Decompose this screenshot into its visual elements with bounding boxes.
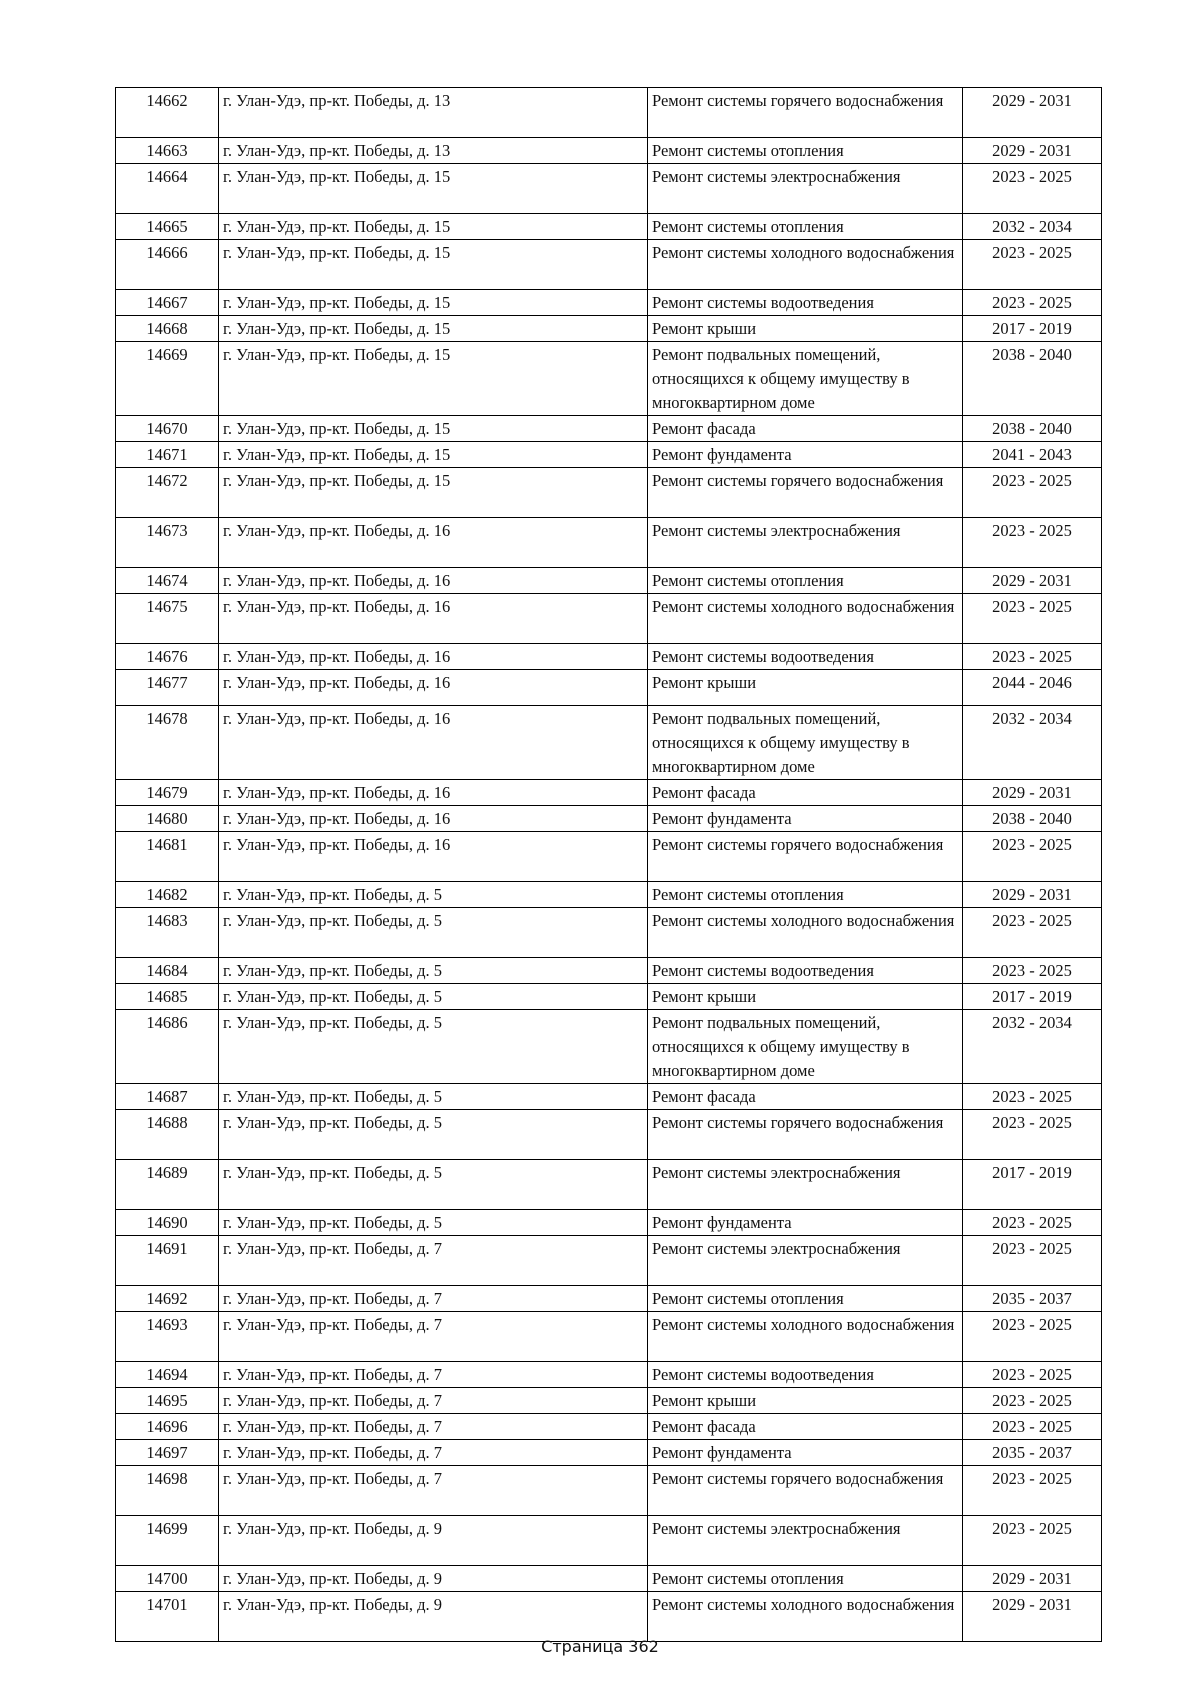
row-work-cell: Ремонт системы электроснабжения [648,1236,963,1286]
page-number: Страница 362 [541,1637,659,1656]
row-id-cell: 14663 [116,138,219,164]
row-years-cell: 2017 - 2019 [963,1160,1102,1210]
row-work-cell: Ремонт системы отопления [648,1566,963,1592]
row-address-cell: г. Улан-Удэ, пр-кт. Победы, д. 5 [219,958,648,984]
table-row [116,1466,1102,1516]
row-work-cell: Ремонт системы водоотведения [648,958,963,984]
table-row [116,164,1102,214]
table-row [116,290,1102,316]
row-address-cell: г. Улан-Удэ, пр-кт. Победы, д. 16 [219,594,648,644]
table-row [116,958,1102,984]
row-address-cell: г. Улан-Удэ, пр-кт. Победы, д. 5 [219,908,648,958]
row-work-cell: Ремонт системы отопления [648,1286,963,1312]
row-id-cell: 14672 [116,468,219,518]
row-address-cell: г. Улан-Удэ, пр-кт. Победы, д. 9 [219,1566,648,1592]
row-address-cell: г. Улан-Удэ, пр-кт. Победы, д. 7 [219,1466,648,1516]
row-years-cell: 2023 - 2025 [963,1312,1102,1362]
row-years-cell: 2023 - 2025 [963,240,1102,290]
row-years-cell: 2023 - 2025 [963,1084,1102,1110]
row-id-cell: 14701 [116,1592,219,1642]
row-address-cell: г. Улан-Удэ, пр-кт. Победы, д. 7 [219,1236,648,1286]
row-address-cell: г. Улан-Удэ, пр-кт. Победы, д. 9 [219,1516,648,1566]
row-work-cell: Ремонт фасада [648,1084,963,1110]
row-years-cell: 2029 - 2031 [963,88,1102,138]
row-id-cell: 14695 [116,1388,219,1414]
row-address-cell: г. Улан-Удэ, пр-кт. Победы, д. 5 [219,1010,648,1084]
row-work-cell: Ремонт системы водоотведения [648,644,963,670]
page-footer [0,1637,1200,1656]
row-id-cell: 14688 [116,1110,219,1160]
row-work-cell: Ремонт крыши [648,316,963,342]
row-address-cell: г. Улан-Удэ, пр-кт. Победы, д. 7 [219,1414,648,1440]
row-address-cell: г. Улан-Удэ, пр-кт. Победы, д. 7 [219,1286,648,1312]
table-row [116,1312,1102,1362]
table-row [116,594,1102,644]
row-years-cell: 2023 - 2025 [963,164,1102,214]
row-address-cell: г. Улан-Удэ, пр-кт. Победы, д. 5 [219,1210,648,1236]
row-work-cell: Ремонт фундамента [648,442,963,468]
row-years-cell: 2035 - 2037 [963,1440,1102,1466]
row-work-cell: Ремонт крыши [648,1388,963,1414]
row-id-cell: 14664 [116,164,219,214]
row-id-cell: 14682 [116,882,219,908]
row-years-cell: 2023 - 2025 [963,518,1102,568]
row-id-cell: 14685 [116,984,219,1010]
table-row [116,882,1102,908]
table-row [116,342,1102,416]
row-address-cell: г. Улан-Удэ, пр-кт. Победы, д. 15 [219,240,648,290]
row-years-cell: 2023 - 2025 [963,958,1102,984]
row-id-cell: 14668 [116,316,219,342]
row-work-cell: Ремонт подвальных помещений, относящихся к общему имуществу в многоквартирном доме [648,1010,963,1084]
row-years-cell: 2023 - 2025 [963,1388,1102,1414]
table-row [116,706,1102,780]
table-row [116,1236,1102,1286]
row-work-cell: Ремонт системы горячего водоснабжения [648,1110,963,1160]
row-address-cell: г. Улан-Удэ, пр-кт. Победы, д. 5 [219,984,648,1010]
row-address-cell: г. Улан-Удэ, пр-кт. Победы, д. 5 [219,1084,648,1110]
row-address-cell: г. Улан-Удэ, пр-кт. Победы, д. 16 [219,670,648,706]
row-id-cell: 14671 [116,442,219,468]
table-row [116,1010,1102,1084]
row-years-cell: 2029 - 2031 [963,1592,1102,1642]
row-id-cell: 14676 [116,644,219,670]
row-id-cell: 14697 [116,1440,219,1466]
row-id-cell: 14665 [116,214,219,240]
row-id-cell: 14675 [116,594,219,644]
row-id-cell: 14694 [116,1362,219,1388]
row-address-cell: г. Улан-Удэ, пр-кт. Победы, д. 16 [219,568,648,594]
row-address-cell: г. Улан-Удэ, пр-кт. Победы, д. 5 [219,1160,648,1210]
row-years-cell: 2038 - 2040 [963,806,1102,832]
table-body [116,88,1102,1642]
row-id-cell: 14700 [116,1566,219,1592]
table-row [116,984,1102,1010]
row-address-cell: г. Улан-Удэ, пр-кт. Победы, д. 15 [219,316,648,342]
row-id-cell: 14687 [116,1084,219,1110]
row-address-cell: г. Улан-Удэ, пр-кт. Победы, д. 16 [219,518,648,568]
row-years-cell: 2023 - 2025 [963,1414,1102,1440]
row-id-cell: 14679 [116,780,219,806]
table-row [116,780,1102,806]
row-id-cell: 14674 [116,568,219,594]
table-row [116,1414,1102,1440]
row-years-cell: 2023 - 2025 [963,1516,1102,1566]
row-work-cell: Ремонт фундамента [648,1440,963,1466]
row-address-cell: г. Улан-Удэ, пр-кт. Победы, д. 15 [219,468,648,518]
table-row [116,908,1102,958]
row-address-cell: г. Улан-Удэ, пр-кт. Победы, д. 5 [219,1110,648,1160]
row-years-cell: 2029 - 2031 [963,568,1102,594]
row-work-cell: Ремонт системы горячего водоснабжения [648,468,963,518]
table-row [116,416,1102,442]
table-row [116,644,1102,670]
table-row [116,1440,1102,1466]
row-work-cell: Ремонт фасада [648,780,963,806]
row-id-cell: 14670 [116,416,219,442]
row-address-cell: г. Улан-Удэ, пр-кт. Победы, д. 7 [219,1388,648,1414]
row-work-cell: Ремонт системы электроснабжения [648,1516,963,1566]
row-years-cell: 2023 - 2025 [963,644,1102,670]
row-years-cell: 2029 - 2031 [963,1566,1102,1592]
row-address-cell: г. Улан-Удэ, пр-кт. Победы, д. 16 [219,832,648,882]
row-work-cell: Ремонт системы водоотведения [648,1362,963,1388]
row-years-cell: 2023 - 2025 [963,908,1102,958]
row-years-cell: 2029 - 2031 [963,780,1102,806]
row-work-cell: Ремонт системы холодного водоснабжения [648,908,963,958]
row-id-cell: 14673 [116,518,219,568]
row-id-cell: 14683 [116,908,219,958]
row-id-cell: 14693 [116,1312,219,1362]
row-years-cell: 2023 - 2025 [963,832,1102,882]
row-id-cell: 14667 [116,290,219,316]
row-years-cell: 2038 - 2040 [963,416,1102,442]
row-address-cell: г. Улан-Удэ, пр-кт. Победы, д. 15 [219,416,648,442]
row-work-cell: Ремонт фасада [648,1414,963,1440]
row-years-cell: 2023 - 2025 [963,1236,1102,1286]
row-address-cell: г. Улан-Удэ, пр-кт. Победы, д. 16 [219,806,648,832]
row-work-cell: Ремонт системы отопления [648,214,963,240]
row-work-cell: Ремонт системы водоотведения [648,290,963,316]
table-row [116,1592,1102,1642]
row-address-cell: г. Улан-Удэ, пр-кт. Победы, д. 15 [219,290,648,316]
row-years-cell: 2023 - 2025 [963,1466,1102,1516]
row-id-cell: 14691 [116,1236,219,1286]
table-row [116,138,1102,164]
table-row [116,568,1102,594]
row-work-cell: Ремонт подвальных помещений, относящихся к общему имуществу в многоквартирном доме [648,706,963,780]
row-address-cell: г. Улан-Удэ, пр-кт. Победы, д. 9 [219,1592,648,1642]
row-id-cell: 14699 [116,1516,219,1566]
row-work-cell: Ремонт системы отопления [648,882,963,908]
row-work-cell: Ремонт фасада [648,416,963,442]
table-row [116,670,1102,706]
row-years-cell: 2017 - 2019 [963,984,1102,1010]
row-years-cell: 2041 - 2043 [963,442,1102,468]
row-id-cell: 14680 [116,806,219,832]
row-work-cell: Ремонт системы отопления [648,138,963,164]
row-address-cell: г. Улан-Удэ, пр-кт. Победы, д. 16 [219,706,648,780]
row-id-cell: 14666 [116,240,219,290]
row-id-cell: 14692 [116,1286,219,1312]
row-address-cell: г. Улан-Удэ, пр-кт. Победы, д. 7 [219,1362,648,1388]
table-row [116,1084,1102,1110]
row-work-cell: Ремонт системы электроснабжения [648,1160,963,1210]
row-address-cell: г. Улан-Удэ, пр-кт. Победы, д. 7 [219,1440,648,1466]
row-work-cell: Ремонт системы холодного водоснабжения [648,240,963,290]
row-years-cell: 2032 - 2034 [963,1010,1102,1084]
row-id-cell: 14698 [116,1466,219,1516]
row-address-cell: г. Улан-Удэ, пр-кт. Победы, д. 5 [219,882,648,908]
row-address-cell: г. Улан-Удэ, пр-кт. Победы, д. 15 [219,342,648,416]
row-work-cell: Ремонт системы холодного водоснабжения [648,1312,963,1362]
table-row [116,442,1102,468]
row-work-cell: Ремонт системы горячего водоснабжения [648,88,963,138]
row-id-cell: 14684 [116,958,219,984]
row-years-cell: 2023 - 2025 [963,290,1102,316]
table-row [116,316,1102,342]
table-row [116,88,1102,138]
table-row [116,1110,1102,1160]
row-years-cell: 2032 - 2034 [963,214,1102,240]
table-row [116,468,1102,518]
row-work-cell: Ремонт крыши [648,670,963,706]
table-row [116,1160,1102,1210]
row-id-cell: 14662 [116,88,219,138]
row-years-cell: 2035 - 2037 [963,1286,1102,1312]
row-id-cell: 14678 [116,706,219,780]
row-years-cell: 2029 - 2031 [963,882,1102,908]
row-work-cell: Ремонт системы горячего водоснабжения [648,832,963,882]
table-row [116,214,1102,240]
row-years-cell: 2038 - 2040 [963,342,1102,416]
row-id-cell: 14669 [116,342,219,416]
row-years-cell: 2044 - 2046 [963,670,1102,706]
row-id-cell: 14677 [116,670,219,706]
capital-repair-table [115,87,1102,1642]
row-address-cell: г. Улан-Удэ, пр-кт. Победы, д. 7 [219,1312,648,1362]
row-work-cell: Ремонт системы холодного водоснабжения [648,1592,963,1642]
table-row [116,240,1102,290]
table-row [116,1210,1102,1236]
row-address-cell: г. Улан-Удэ, пр-кт. Победы, д. 15 [219,442,648,468]
row-address-cell: г. Улан-Удэ, пр-кт. Победы, д. 13 [219,88,648,138]
row-address-cell: г. Улан-Удэ, пр-кт. Победы, д. 15 [219,214,648,240]
table-row [116,806,1102,832]
row-address-cell: г. Улан-Удэ, пр-кт. Победы, д. 15 [219,164,648,214]
row-address-cell: г. Улан-Удэ, пр-кт. Победы, д. 13 [219,138,648,164]
row-id-cell: 14690 [116,1210,219,1236]
table-row [116,832,1102,882]
table-row [116,1362,1102,1388]
row-work-cell: Ремонт системы отопления [648,568,963,594]
row-work-cell: Ремонт системы электроснабжения [648,164,963,214]
row-work-cell: Ремонт системы электроснабжения [648,518,963,568]
row-years-cell: 2023 - 2025 [963,1210,1102,1236]
row-id-cell: 14689 [116,1160,219,1210]
row-id-cell: 14696 [116,1414,219,1440]
row-work-cell: Ремонт подвальных помещений, относящихся к общему имуществу в многоквартирном доме [648,342,963,416]
row-years-cell: 2023 - 2025 [963,468,1102,518]
table-row [116,518,1102,568]
row-work-cell: Ремонт системы горячего водоснабжения [648,1466,963,1516]
row-id-cell: 14681 [116,832,219,882]
row-work-cell: Ремонт системы холодного водоснабжения [648,594,963,644]
row-id-cell: 14686 [116,1010,219,1084]
row-years-cell: 2023 - 2025 [963,594,1102,644]
table-row [116,1388,1102,1414]
table-row [116,1286,1102,1312]
table-row [116,1566,1102,1592]
row-work-cell: Ремонт фундамента [648,806,963,832]
table-row [116,1516,1102,1566]
row-years-cell: 2023 - 2025 [963,1110,1102,1160]
row-work-cell: Ремонт фундамента [648,1210,963,1236]
row-years-cell: 2017 - 2019 [963,316,1102,342]
row-work-cell: Ремонт крыши [648,984,963,1010]
row-address-cell: г. Улан-Удэ, пр-кт. Победы, д. 16 [219,780,648,806]
row-years-cell: 2029 - 2031 [963,138,1102,164]
row-years-cell: 2032 - 2034 [963,706,1102,780]
row-years-cell: 2023 - 2025 [963,1362,1102,1388]
row-address-cell: г. Улан-Удэ, пр-кт. Победы, д. 16 [219,644,648,670]
